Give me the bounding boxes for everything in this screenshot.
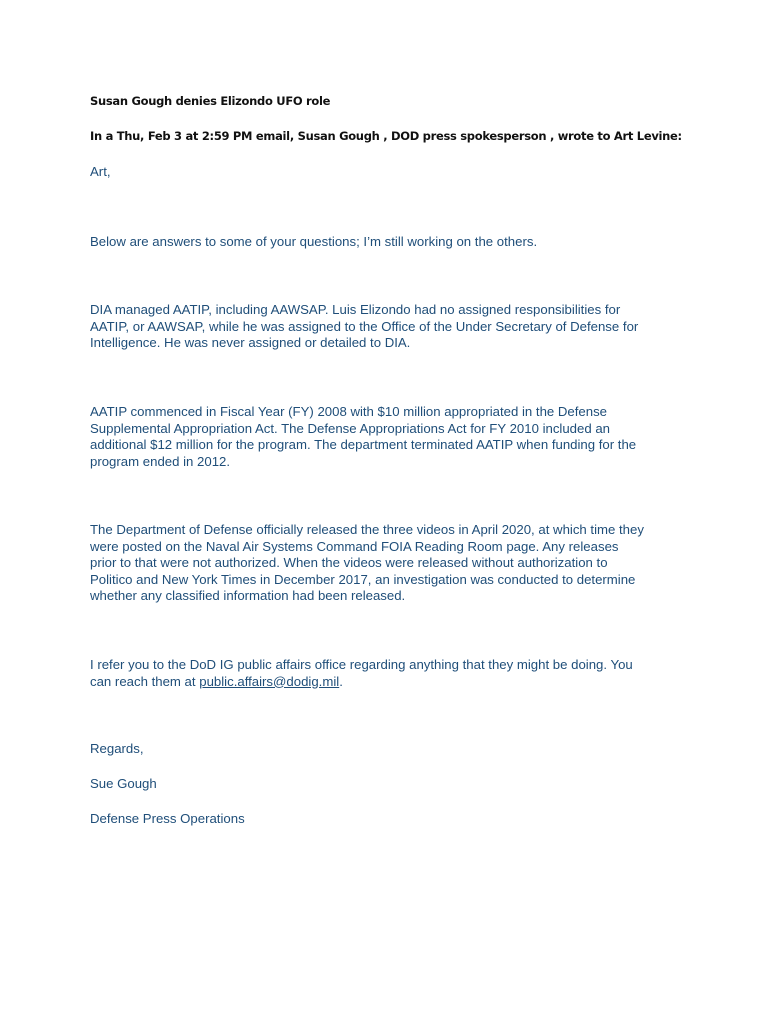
paragraph-3	[90, 404, 690, 470]
document-title: Susan Gough denies Elizondo UFO role	[90, 94, 331, 108]
paragraph-line: prior to that were not authorized. When the videos were released without authorization to	[90, 555, 608, 570]
paragraph-line: were posted on the Naval Air Systems Command FOIA Reading Room page. Any releases	[90, 538, 619, 554]
email-salutation: Art,	[90, 164, 111, 179]
paragraph-5	[90, 657, 690, 690]
paragraph-2	[90, 302, 690, 352]
paragraph-line: Supplemental Appropriation Act. The Defense Appropriations Act for FY 2010 included an	[90, 420, 611, 436]
paragraph-line: additional $12 million for the program. The department terminated AATIP when funding for the	[90, 437, 637, 452]
paragraph-line: The Department of Defense officially released the three videos in April 2020, at which time they	[90, 522, 644, 537]
paragraph-line: whether any classified information had been released.	[90, 588, 406, 603]
paragraph-line: Intelligence. He was never assigned or detailed to DIA.	[90, 335, 411, 350]
paragraph-4	[90, 522, 690, 605]
email-link[interactable]: public.affairs@dodig.mil	[199, 673, 340, 689]
paragraph-line: program ended in 2012.	[90, 453, 231, 469]
closing: Regards,	[90, 741, 144, 756]
paragraph-line: AATIP commenced in Fiscal Year (FY) 2008 with $10 million appropriated in the Defense	[90, 404, 608, 419]
link-prefix-text: can reach them at	[90, 673, 200, 689]
paragraph-1: Below are answers to some of your questions; I’m still working on the others.	[90, 234, 538, 249]
paragraph-line: I refer you to the DoD IG public affairs office regarding anything that they might be doing. You	[90, 657, 633, 672]
paragraph-line: DIA managed AATIP, including AAWSAP. Luis Elizondo had no assigned responsibilities for	[90, 302, 621, 317]
paragraph-line-with-link	[90, 674, 690, 691]
link-suffix-text: .	[339, 673, 343, 689]
paragraph-line: AATIP, or AAWSAP, while he was assigned to the Office of the Under Secretary of Defense for	[90, 318, 639, 334]
signature-name: Sue Gough	[90, 776, 157, 791]
email-intro: In a Thu, Feb 3 at 2:59 PM email, Susan Gough , DOD press spokesperson , wrote to Art Levine:	[90, 129, 682, 143]
paragraph-line: Politico and New York Times in December 2017, an investigation was conducted to determine	[90, 571, 636, 587]
signature-office: Defense Press Operations	[90, 811, 245, 826]
